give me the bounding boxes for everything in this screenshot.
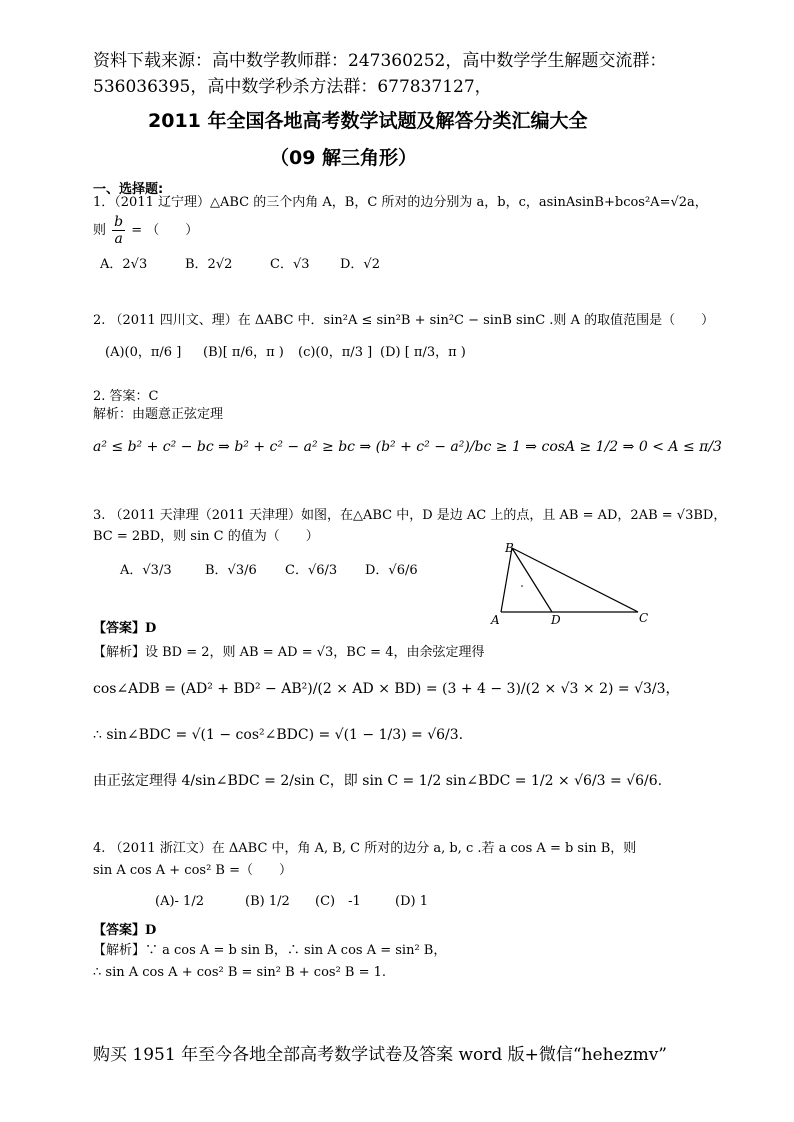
q4-answer: 【答案】D	[93, 923, 157, 938]
vertex-a-label: A	[491, 613, 500, 627]
q3-option-a: A．√3/3	[120, 563, 172, 578]
footer-note: 购买 1951 年至今各地全部高考数学试卷及答案 word 版+微信“hehezmv”	[93, 1045, 667, 1065]
q3-triangle-diagram	[485, 538, 655, 630]
q3-option-d: D．√6/6	[365, 563, 418, 578]
header-line-1: 资料下载来源：高中数学教师群：247360252，高中数学学生解题交流群：	[93, 51, 667, 71]
q4-conclusion: ∴ sin A cos A + cos² B = sin² B + cos² B = 1.	[93, 965, 387, 980]
q2-derivation: a² ≤ b² + c² − bc ⇒ b² + c² − a² ≥ bc ⇒ (b² + c² − a²)/bc ≥ 1 ⇒ cosA ≥ 1/2 ⇒ 0 < A ≤ π/3	[93, 439, 722, 455]
q1-option-c: C．√3	[270, 257, 310, 272]
q1-option-a: A．2√3	[100, 257, 148, 272]
q4-option-d: (D) 1	[395, 894, 428, 909]
segment-ab	[501, 548, 512, 612]
q3-option-b: B．√3/6	[205, 563, 257, 578]
q3-option-c: C．√6/3	[285, 563, 338, 578]
q1-ask: 则 $\frac{b}{a}$ = （ ）	[93, 214, 199, 247]
page-title: 2011 年全国各地高考数学试题及解答分类汇编大全	[148, 110, 588, 132]
q4-option-c: (C) -1	[315, 894, 361, 909]
q1-option-d: D．√2	[340, 257, 380, 272]
q1-stem: 1．（2011 辽宁理）△ABC 的三个内角 A，B，C 所对的边分别为 a，b，c，asinAsinB+bcos²A=√2a，	[93, 195, 708, 210]
q3-derivation-1: cos∠ADB = (AD² + BD² − AB²)/(2 × AD × BD) = (3 + 4 − 3)/(2 × √3 × 2) = √3/3，	[93, 681, 680, 697]
q4-option-b: (B) 1/2	[245, 894, 290, 909]
q4-stem-line-1: 4. （2011 浙江文）在 ΔABC 中，角 A, B, C 所对的边分 a, b, c .若 a cos A = b sin B，则	[93, 841, 637, 856]
q2-option-a: (A)(0，π/6 ]	[105, 345, 182, 360]
vertex-c-label: C	[639, 611, 649, 625]
q4-analysis: 【解析】∵ a cos A = b sin B，∴ sin A cos A = sin² B，	[93, 943, 447, 958]
segment-bc	[512, 548, 638, 612]
q2-stem: 2. （2011 四川文、理）在 ΔABC 中．sin²A ≤ sin²B + sin²C − sinB sinC .则 A 的取值范围是（ ）	[93, 313, 715, 328]
q3-derivation-2: ∴ sin∠BDC = √(1 − cos²∠BDC) = √(1 − 1/3) = √6/3.	[93, 727, 464, 743]
vertex-b-label: B	[505, 541, 514, 555]
q2-option-d: (D) [ π/3，π )	[380, 345, 466, 360]
page-subtitle: （09 解三角形）	[270, 147, 418, 169]
q2-option-c: (c)(0，π/3 ]	[298, 345, 373, 360]
vertex-d-label: D	[551, 613, 561, 627]
q3-analysis: 【解析】设 BD = 2，则 AB = AD = √3，BC = 4，由余弦定理得	[93, 645, 485, 660]
q2-analysis: 解析：由题意正弦定理	[93, 407, 224, 422]
q3-derivation-3: 由正弦定理得 4/sin∠BDC = 2/sin C，即 sin C = 1/2 sin∠BDC = 1/2 × √6/3 = √6/6.	[93, 773, 663, 789]
section-heading: 一、选择题:	[93, 182, 164, 197]
q4-stem-line-2: sin A cos A + cos² B =（ ）	[93, 863, 293, 878]
q4-option-a: (A)- 1/2	[155, 894, 204, 909]
q2-option-b: (B)[ π/6，π )	[203, 345, 284, 360]
header-line-2: 536036395，高中数学秒杀方法群：677837127，	[93, 77, 492, 97]
q2-answer: 2. 答案：C	[93, 389, 159, 404]
q3-answer: 【答案】D	[93, 621, 157, 636]
q3-stem-line-2: BC = 2BD，则 sin C 的值为（ ）	[93, 529, 319, 544]
q3-stem-line-1: 3. （2011 天津理（2011 天津理）如图，在△ABC 中，D 是边 AC 上的点，且 AB = AD，2AB = √3BD，	[93, 508, 727, 523]
q1-option-b: B．2√2	[185, 257, 233, 272]
